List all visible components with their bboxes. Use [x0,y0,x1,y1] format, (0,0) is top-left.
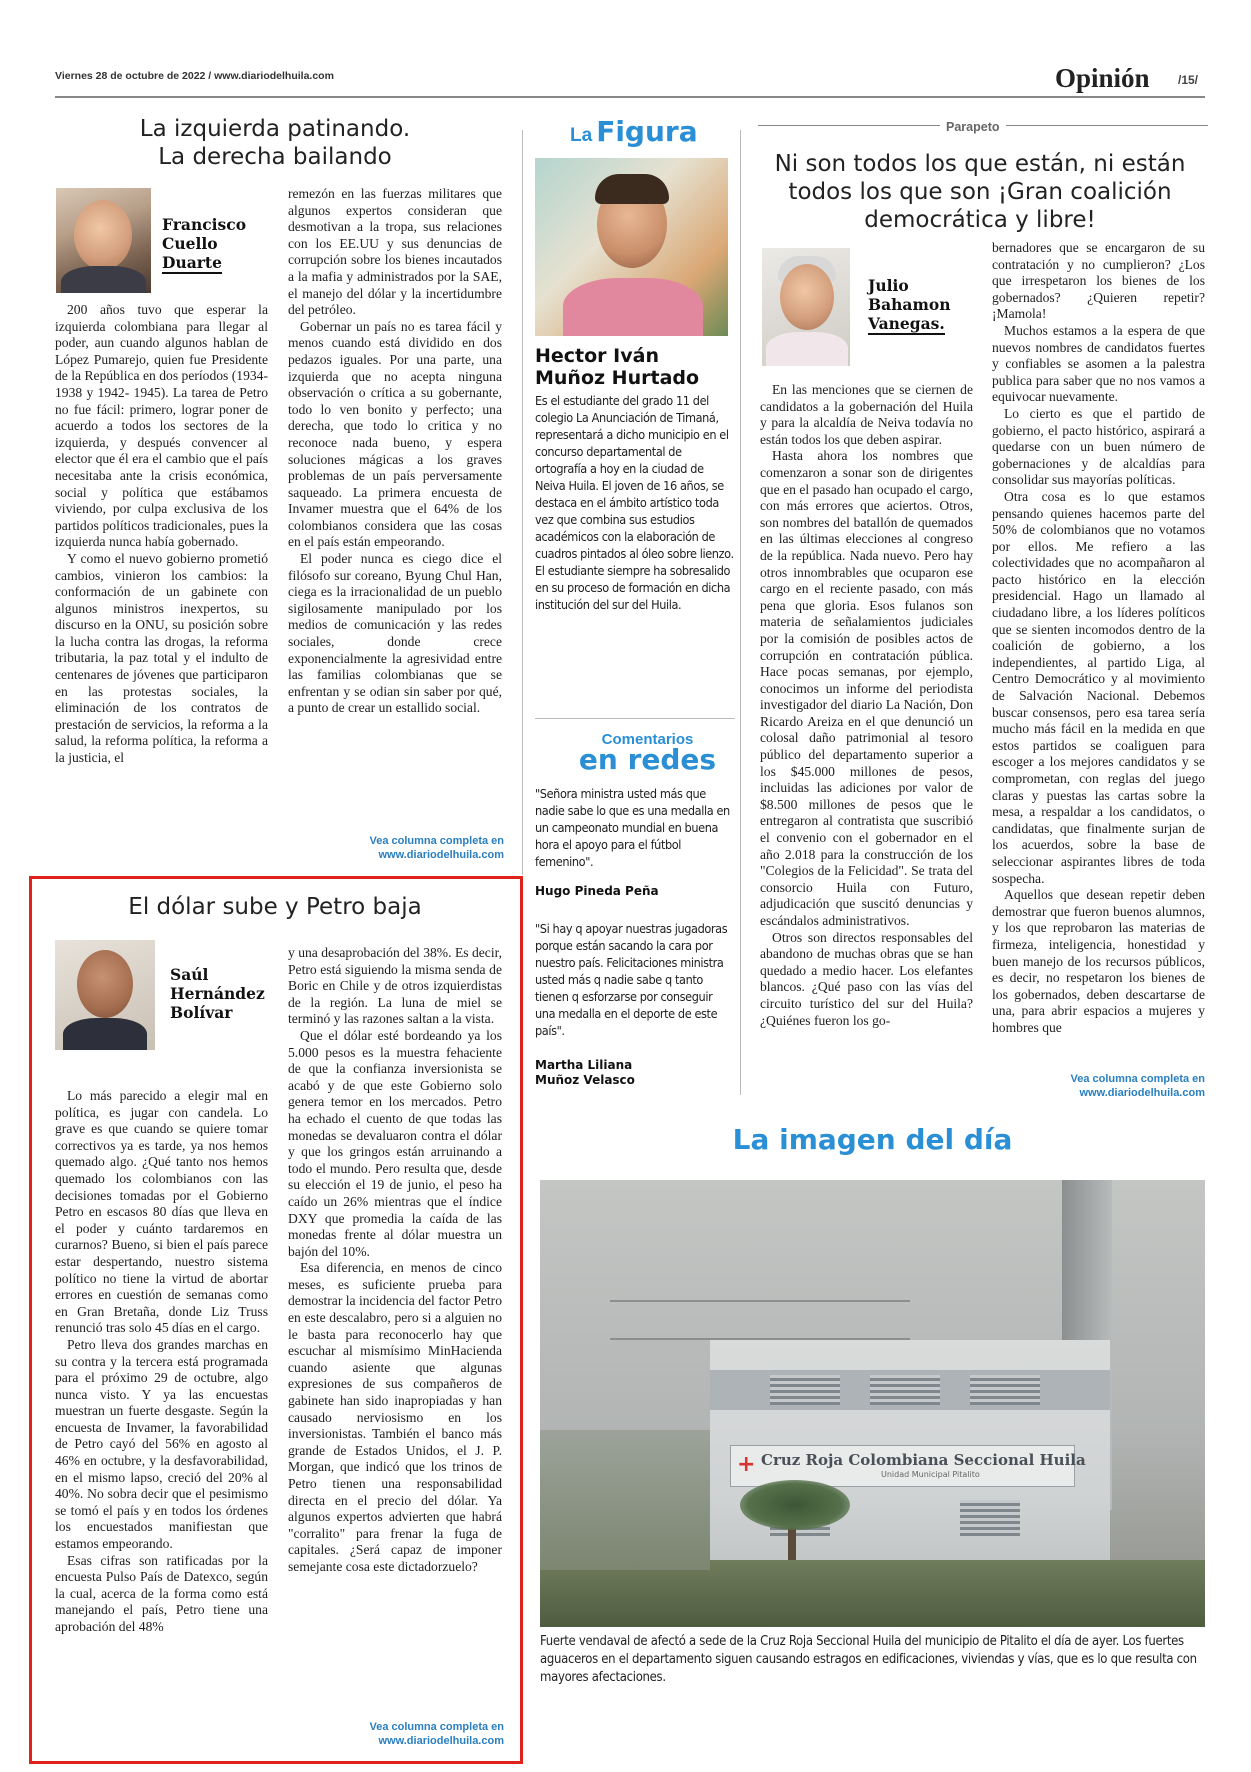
read-more-link[interactable]: Vea columna completa en www.diariodelhuila.com [1070,1073,1205,1099]
page-number: /15/ [1178,73,1199,87]
read-more-link[interactable]: Vea columna completa en www.diariodelhuila.com [369,1721,504,1747]
article-column: bernadores que se encargaron de su contratación y no cumplieron? ¿Los que irrespetaron los bienes de los gobernados? ¿Quieren repetir? ¡Mamola! Muchos estamos a la espera de que nuevos nombres de candidatos fuertes y confiables se asomen a la palestra publica para saber que no nos vamos a equivocar nuevamente. Lo cierto es que el partido de gobierno, el pacto histórico, aspirará a quedarse con un buen número de gobernaciones y de alcaldías para consolidar sus mayorías políticas. Otra cosa es lo que estamos pensando quienes hacemos parte del 50% de colombianos que no votamos por ellos. Me refiero a las colectividades que no acompañaron al pacto histórico en la elección presidencial. Hago un llamado al ciudadano libre, a los líderes políticos que se sienten incomodos dentro de la coalición de gobierno, a los independientes, al partido Liga, al Centro Democrático y al movimiento de Salvación Nacional. Debemos buscar consensos, pero esa tarea sería mucho más fácil en la medida en que estos partidos se coaliguen para escoger a los mejores candidatos y se comprometan, con reglas del juego claras y puestas las cartas sobre la mesa, a respaldar a los candidatos, o candidatas, que finalmente surjan de los acuerdos, sobre la base de seleccionar aspirantes libres de toda sospecha. Aquellos que desean repetir deben demostrar que fueron buenos alumnos, y los que reprobaron las materias de firmeza, inteligencia, honestidad y buen manejo de los recursos públicos, es decir, no respetaron los bienes de los gobernados, deben descartarse de una, para abrir espacios a mujeres y hombres que [992,240,1205,1035]
column-divider [522,130,523,875]
figura-photo [535,158,728,336]
article-title: Ni son todos los que están, ni están todos los que son ¡Gran coalición democrática y libre! [774,151,1186,233]
article-column: Lo más parecido a elegir mal en política, es jugar con candela. Lo grave es que cuando se quiere tomar correctivos ya es tarde, ya nos hemos quemado algo. ¿Qué tanto nos hemos quemado los colombianos con las decisiones tomadas por el Gobierno Petro en escasos 80 días que lleva en el poder y cuánto tardaremos en curarnos? Bueno, si bien el país parece estar despertando, nuestro sistema político no tiene la virtud de abortar errores en cuestión de semanas como en Gran Bretaña, donde Liz Truss renunció tras solo 45 días en el cargo. Petro lleva dos grandes marchas en su contra y la tercera está programada para el próximo 29 de octubre, algo nunca visto. Y ya las encuestas muestran un fuerte desgaste. Según la encuesta de Invamer, la favorabilidad de Petro cayó del 56% en agosto al 46% en octubre, y la desfavorabilidad, en el mismo lapso, creció del 20% al 40%. No sobra decir que el pesimismo se tomó el país y en todos los órdenes los encuestados manifiestan que estamos empeorando. Esas cifras son ratificadas por la encuesta Pulso País de Datexco, según la cual, acerca de la forma como está manejando el país, Petro tiene una aprobación del 48% [55,1088,268,1634]
comment-text: "Si hay q apoyar nuestras jugadoras porque están sacando la cara por nuestro país. Felicitaciones ministra usted más q nadie sabe q tanto tienen q esforzarse por conseguir una medalla en el deporte de este país". [535,921,728,1038]
photo-caption: Fuerte vendaval de afectó a sede de la Cruz Roja Seccional Huila del municipio de Pitalito el día de ayer. Los fuertes aguaceros en el departamento siguen causando estragos en edificaciones, viviendas y vías, que es lo que resulta con mayores afectaciones. [540,1634,1197,1685]
author-name: Francisco Cuello Duarte [162,215,247,272]
section-title: Opinión [1055,63,1150,93]
article-column: 200 años tuvo que esperar la izquierda colombiana para llegar al poder, aun cuando algunos hablan de López Pumarejo, quien fue Presidente de la República en dos períodos (1934-1938 y 1942- 1945). La tarea de Petro no fue fácil: primero, lograr poner de acuerdo a todos los sectores de la izquierda, y después convencer al elector que él era el cambio que el país necesitaba ante la crisis económica, social y política que estábamos viviendo, por culpa exclusiva de los partidos políticos tradicionales, pues la izquierda nunca había gobernado. Y como el nuevo gobierno prometió cambios, vinieron los cambios: la conformación de un gabinete con algunos ministros inexpertos, su discurso en la ONU, su posición sobre la lucha contra las drogas, la reforma tributaria, la paz total y el indulto de centenares de jóvenes que participaron en las protestas sociales, la eliminación de los contratos de prestación de servicios, la reforma a la salud, la reforma política, la reforma a la justicia, el [55,302,268,766]
author-name: Julio Bahamon Vanegas. [868,276,951,333]
author-photo [55,940,155,1050]
article-title: La izquierda patinando. La derecha bailando [139,116,411,170]
article-title: El dólar sube y Petro baja [128,894,422,920]
author-name: Saúl Hernández Bolívar [170,965,265,1022]
article-column: En las menciones que se ciernen de candidatos a la gobernación del Huila y para la alcaldía de Neiva todavía no están todos los que deben aspirar. Hasta ahora los nombres que comenzaron a sonar son de dirigentes que en el pasado han ocupado el cargo, con más errores que aciertos. Otros, son nombres del batallón de quemados en las últimas elecciones al congreso de la república. Nada nuevo. Pero hay otros innombrables que ocuparon ese cargo en el reciente pasado, con más pena que gloria. Esos fulanos son materia de señalamientos judiciales por la comisión de posibles actos de corrupción en contratación pública. Hace pocas semanas, por ejemplo, conocimos un informe del periodista investigador del diario La Nación, Don Ricardo Areiza en el que denunció un colosal daño patrimonial al tesoro público del departamento superior a los $45.000 millones de pesos, incluidas las adiciones por valor de $8.500 millones de pesos que le entregaron al contratista que suscribió el convenio con el gobernador en el año 2.018 para la construcción de los "Colegios de la Felicidad". Se trata del consorcio Huila con Futuro, adjudicación que suscitó denuncias y escándalos administrativos. Otros son directos responsables del abandono de muchas obras que se han quedado a medio hacer. Los elefantes blancos. ¿Qué paso con las vías del circuito turístico del sur del Huila? ¿Quiénes fueron los go- [760,382,973,1028]
news-photo [540,1180,1205,1627]
comentarios-heading: Comentarios en redes [578,731,717,776]
figura-heading: La Figura [570,115,698,148]
column-divider [740,130,741,1095]
author-photo [56,188,151,293]
cruz-roja-sign: + Cruz Roja Colombiana Seccional Huila Unidad Municipal Pitalito [730,1445,1075,1487]
comment-text: "Señora ministra usted más que nadie sabe lo que es una medalla en un campeonato mundial en buena hora el apoyo para el fútbol femenino". [535,786,730,869]
divider [535,718,735,719]
article-column: y una desaprobación del 38%. Es decir, Petro está siguiendo la misma senda de Boric en Chile y de otros izquierdistas de la región. La luna de miel se terminó y las razones saltan a la vista. Que el dólar esté bordeando ya los 5.000 pesos es la muestra fehaciente de que la confianza inversionista se acabó y de que este Gobierno solo genera temor en los mercados. Petro ha echado el cuento de que todas las monedas se devaluaron contra el dólar y que los gringos están arruinando a todo el mundo. Pero resulta que, desde su elección el 19 de junio, el peso ha caído un 26% mientras que el índice DXY que promedia la caída de las monedas frente al dólar muestra un bajón del 10%. Esa diferencia, en menos de cinco meses, es suficiente prueba para demostrar la incidencia del factor Petro en este descalabro, pero si a alguien no le basta para reconocerlo hay que escuchar al mismísimo MinHacienda cuando asiente que algunas expresiones de sus compañeros de gabinete han sido inapropiadas y han causado nerviosismo en los inversionistas. También el banco más grande de Estados Unidos, el J. P. Morgan, que indicó que los trinos de Petro tienen una responsabilidad directa en el precio del dólar. Ya algunos expertos advierten que habrá "corralito" para frenar la fuga de capitales. ¿Será capaz de imponer semejante cosa este dictadorzuelo? [288,945,503,1574]
header-rule [55,96,1205,98]
figura-body: Es el estudiante del grado 11 del colegio La Anunciación de Timaná, representará a dicho municipio en el concurso departamental de ortografía a hoy en la ciudad de Neiva Huila. El joven de 16 años, se destaca en el ámbito artístico toda vez que combina sus estudios académicos con la elaboración de cuadros pintados al óleo sobre lienzo. El estudiante siempre ha sobresalido en su proceso de formación en dicha institución del sur del Huila. [535,393,734,612]
author-photo [762,248,850,366]
read-more-link[interactable]: Vea columna completa en www.diariodelhuila.com [369,835,504,861]
kicker: Parapeto [940,118,1006,136]
comment-author: Martha Liliana Muñoz Velasco [535,1058,635,1087]
imagen-title: La imagen del día [732,1123,1013,1156]
dateline: Viernes 28 de octubre de 2022 / www.diariodelhuila.com [55,70,334,82]
article-column: remezón en las fuerzas militares que algunos expertos consideran que desmotivan a la tropa, sus relaciones con los EE.UU y sus denuncias de corrupción sobre los bienes incautados a la mafia y administrados por la SAE, el manejo del dólar y la incertidumbre del petróleo. Gobernar un país no es tarea fácil y menos cuando está dividido en dos pedazos iguales. Por una parte, una izquierda que no acepta ninguna observación o crítica a su gobernante, todo lo ven bonito y perfecto; una derecha, que todo lo critica y no reconoce nada bueno, y espera soluciones mágicas a los graves problemas de un país perversamente saqueado. La primera encuesta de Invamer muestra que el 64% de los colombianos considera que las cosas en el país están empeorando. El poder nunca es ciego dice el filósofo sur coreano, Byung Chul Han, ciega es la irracionalidad de un pueblo sigilosamente manipulado por los medios de comunicación y las redes sociales, donde crece exponencialmente la agresividad entre las familias colombianas que se enfrentan y se odian sin saber por qué, a punto de crear un estallido social. [288,186,502,716]
comment-author: Hugo Pineda Peña [535,884,659,898]
figura-name: Hector Iván Muñoz Hurtado [535,345,700,389]
